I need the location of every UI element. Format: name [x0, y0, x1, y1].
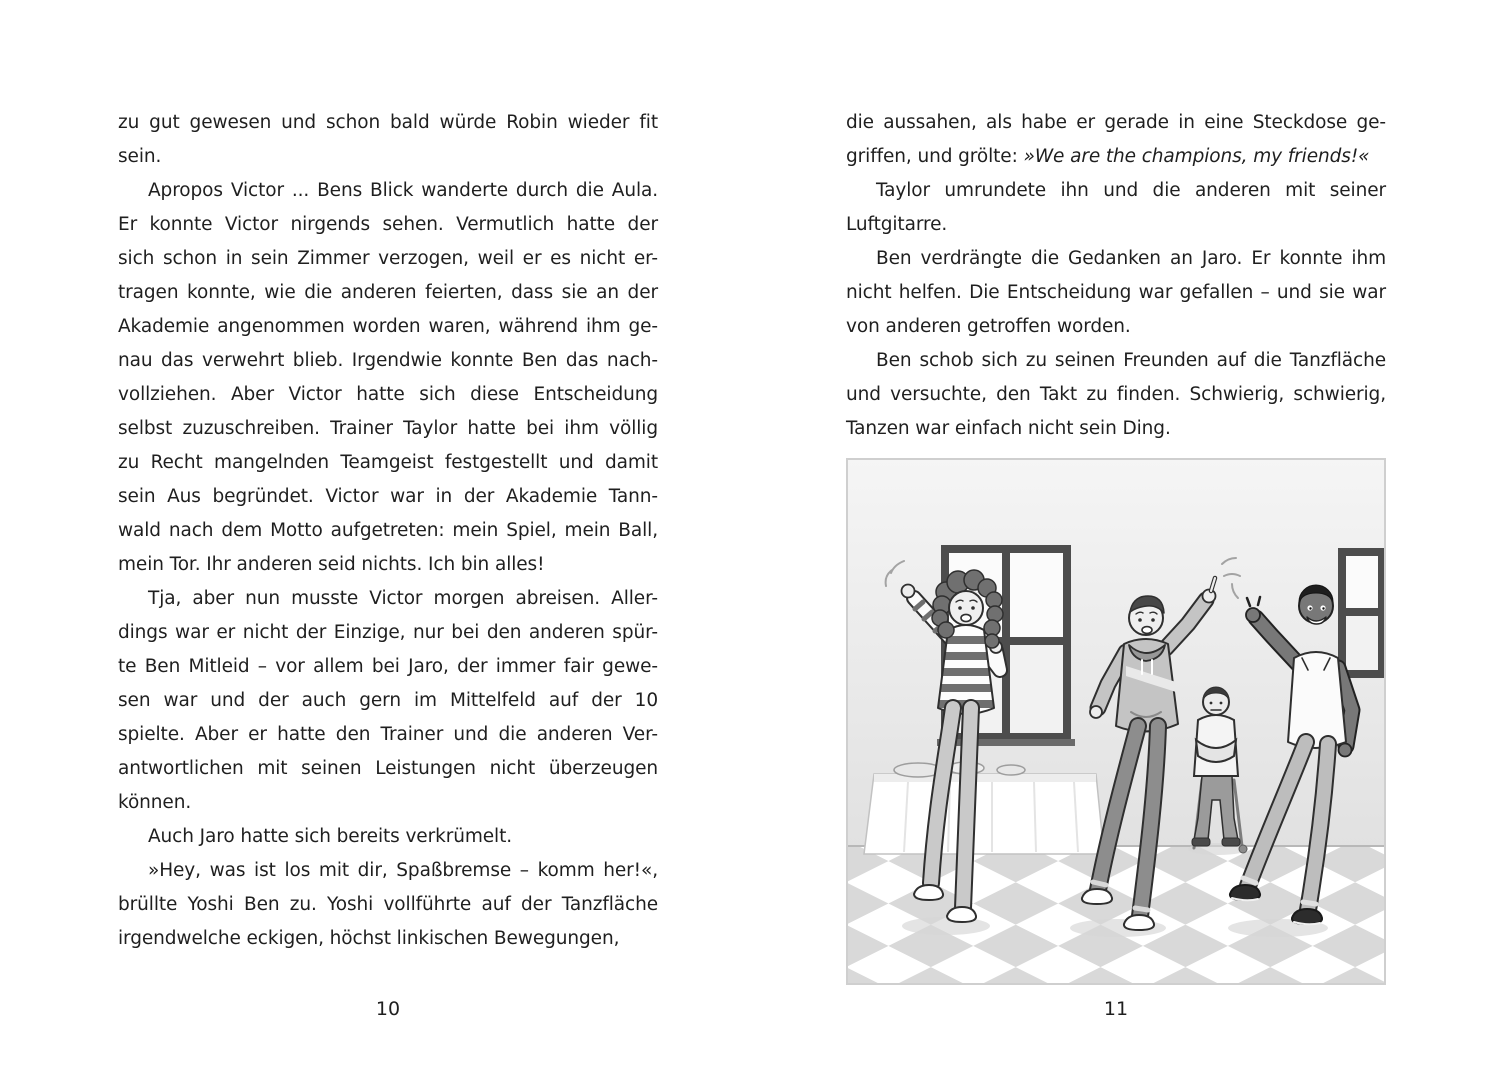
text-line: tragen konnte, wie die anderen feierten, dass sie an der — [118, 282, 658, 303]
text-line: wald nach dem Motto aufgetreten: mein Spiel, mein Ball, — [118, 520, 658, 541]
text-line: Ben verdrängte die Gedanken an Jaro. Er konnte ihm — [876, 248, 1386, 269]
left-page-number: 10 — [375, 998, 401, 1020]
text-line: Auch Jaro hatte sich bereits verkrümelt. — [148, 826, 513, 847]
text-line: »Hey, was ist los mit dir, Spaßbremse – komm her!«, — [148, 860, 658, 881]
left-text-block — [118, 106, 658, 956]
text-line: Ben schob sich zu seinen Freunden auf die Tanzfläche — [876, 350, 1386, 371]
text-line: te Ben Mitleid – vor allem bei Jaro, der immer fair gewe- — [118, 656, 658, 677]
text-line: Apropos Victor ... Bens Blick wanderte durch die Aula. — [148, 180, 658, 201]
text-line: sein Aus begründet. Victor war in der Akademie Tann- — [118, 486, 658, 507]
text-line: Taylor umrundete ihn und die anderen mit seiner — [876, 180, 1386, 201]
text-line: spielte. Aber er hatte den Trainer und die anderen Ver- — [118, 724, 658, 745]
text-line: Akademie angenommen worden waren, während ihm ge- — [118, 316, 658, 337]
window-right — [1338, 548, 1386, 678]
text-line: können. — [118, 792, 192, 813]
text-line: mein Tor. Ihr anderen seid nichts. Ich bin alles! — [118, 554, 545, 575]
buffet-table — [864, 762, 1104, 854]
text-line: zu gut gewesen und schon bald würde Robin wieder fit — [118, 112, 658, 133]
text-line: selbst zuzuschreiben. Trainer Taylor hatte bei ihm völlig — [118, 418, 658, 439]
page-right — [846, 106, 1386, 1020]
text-line: antwortlichen mit seinen Leistungen nicht überzeugen — [118, 758, 658, 779]
text-line: von anderen getroffen worden. — [846, 316, 1131, 337]
text-line: dings war er nicht der Einzige, nur bei den anderen spür- — [118, 622, 658, 643]
text-line: Luftgitarre. — [846, 214, 948, 235]
text-line: Tanzen war einfach nicht sein Ding. — [846, 418, 1171, 439]
text-line: sen war und der auch gern im Mittelfeld auf der 10 — [118, 690, 658, 711]
right-page-number: 11 — [1103, 998, 1129, 1020]
text-line: Tja, aber nun musste Victor morgen abreisen. Aller- — [148, 588, 658, 609]
text-line: nau das verwehrt blieb. Irgendwie konnte Ben das nach- — [118, 350, 658, 371]
text-line: und versuchte, den Takt zu finden. Schwierig, schwierig, — [846, 384, 1386, 405]
text-line: vollziehen. Aber Victor hatte sich diese Entscheidung — [118, 384, 658, 405]
page-left — [118, 106, 658, 1020]
text-line: sich schon in sein Zimmer verzogen, weil er es nicht er- — [118, 248, 658, 269]
text-line: Er konnte Victor nirgends sehen. Vermutlich hatte der — [118, 214, 658, 235]
text-line: brüllte Yoshi Ben zu. Yoshi vollführte auf der Tanzfläche — [118, 894, 658, 915]
text-line: irgendwelche eckigen, höchst linkischen Bewegungen, — [118, 928, 620, 949]
text-line: sein. — [118, 146, 162, 167]
text-line: die aussahen, als habe er gerade in eine Steckdose ge- — [846, 112, 1386, 133]
text-line: griffen, und grölte: »We are the champions, my friends!« — [846, 146, 1370, 167]
text-line: nicht helfen. Die Entscheidung war gefallen – und sie war — [846, 282, 1386, 303]
text-line: zu Recht mangelnden Teamgeist festgestellt und damit — [118, 452, 658, 473]
dance-illustration — [846, 458, 1386, 985]
right-text-block — [846, 106, 1386, 446]
